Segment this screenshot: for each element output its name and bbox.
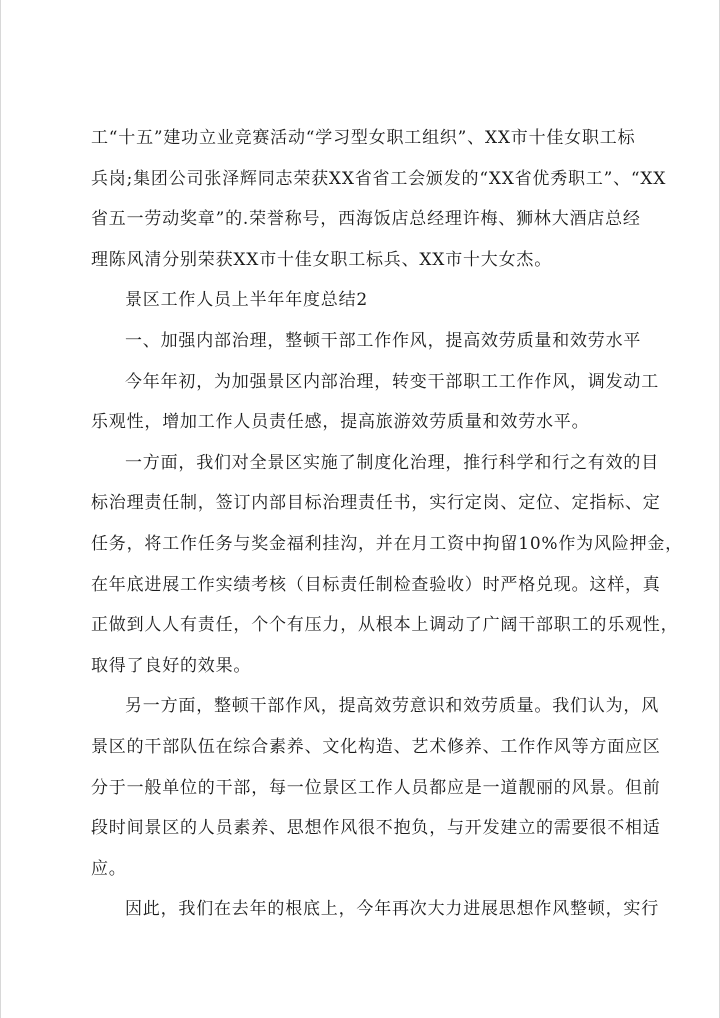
text-line: 今年年初，为加强景区内部治理，转变干部职工工作作风，调发动工 (125, 371, 659, 392)
text-line: 取得了良好的效果。 (91, 655, 252, 676)
text-line: 一方面，我们对全景区实施了制度化治理，推行科学和行之有效的目 (125, 452, 659, 473)
text-line: 应。 (91, 858, 127, 879)
text-line: 理陈风清分别荣获XX市十佳女职工标兵、XX市十大女杰。 (91, 249, 553, 270)
text-line: 景区的干部队伍在综合素养、文化构造、艺术修养、工作作风等方面应区 (91, 736, 661, 757)
text-line: 另一方面，整顿干部作风，提高效劳意识和效劳质量。我们认为，风 (125, 696, 659, 717)
document-body (91, 128, 683, 940)
text-line: 兵岗;集团公司张泽辉同志荣获XX省省工会颁发的“XX省优秀职工”、“XX (91, 168, 667, 189)
section-title: 景区工作人员上半年年度总结2 (125, 290, 369, 311)
text-line: 段时间景区的人员素养、思想作风很不抱负，与开发建立的需要很不相适 (91, 818, 661, 839)
text-line: 标治理责任制，签订内部目标治理责任书，实行定岗、定位、定指标、定 (91, 493, 661, 514)
text-line: 任务，将工作任务与奖金福利挂沟，并在月工资中拘留10%作为风险押金， (91, 533, 683, 554)
section-heading: 一、加强内部治理，整顿干部工作作风，提高效劳质量和效劳水平 (125, 330, 642, 351)
text-line: 工“十五”建功立业竞赛活动“学习型女职工组织”、XX市十佳女职工标 (91, 128, 636, 148)
text-line: 在年底进展工作实绩考核（目标责任制检查验收）时严格兑现。这样，真 (91, 574, 661, 595)
text-line: 乐观性，增加工作人员责任感，提高旅游效劳质量和效劳水平。 (91, 412, 590, 433)
text-line: 因此，我们在去年的根底上，今年再次大力进展思想作风整顿，实行 (125, 899, 659, 920)
text-line: 省五一劳动奖章”的.荣誉称号，西海饭店总经理许梅、狮林大酒店总经 (91, 209, 641, 230)
text-line: 正做到人人有责任，个个有压力，从根本上调动了广阔干部职工的乐观性， (91, 615, 679, 636)
text-line: 分于一般单位的干部，每一位景区工作人员都应是一道靓丽的风景。但前 (91, 777, 661, 798)
